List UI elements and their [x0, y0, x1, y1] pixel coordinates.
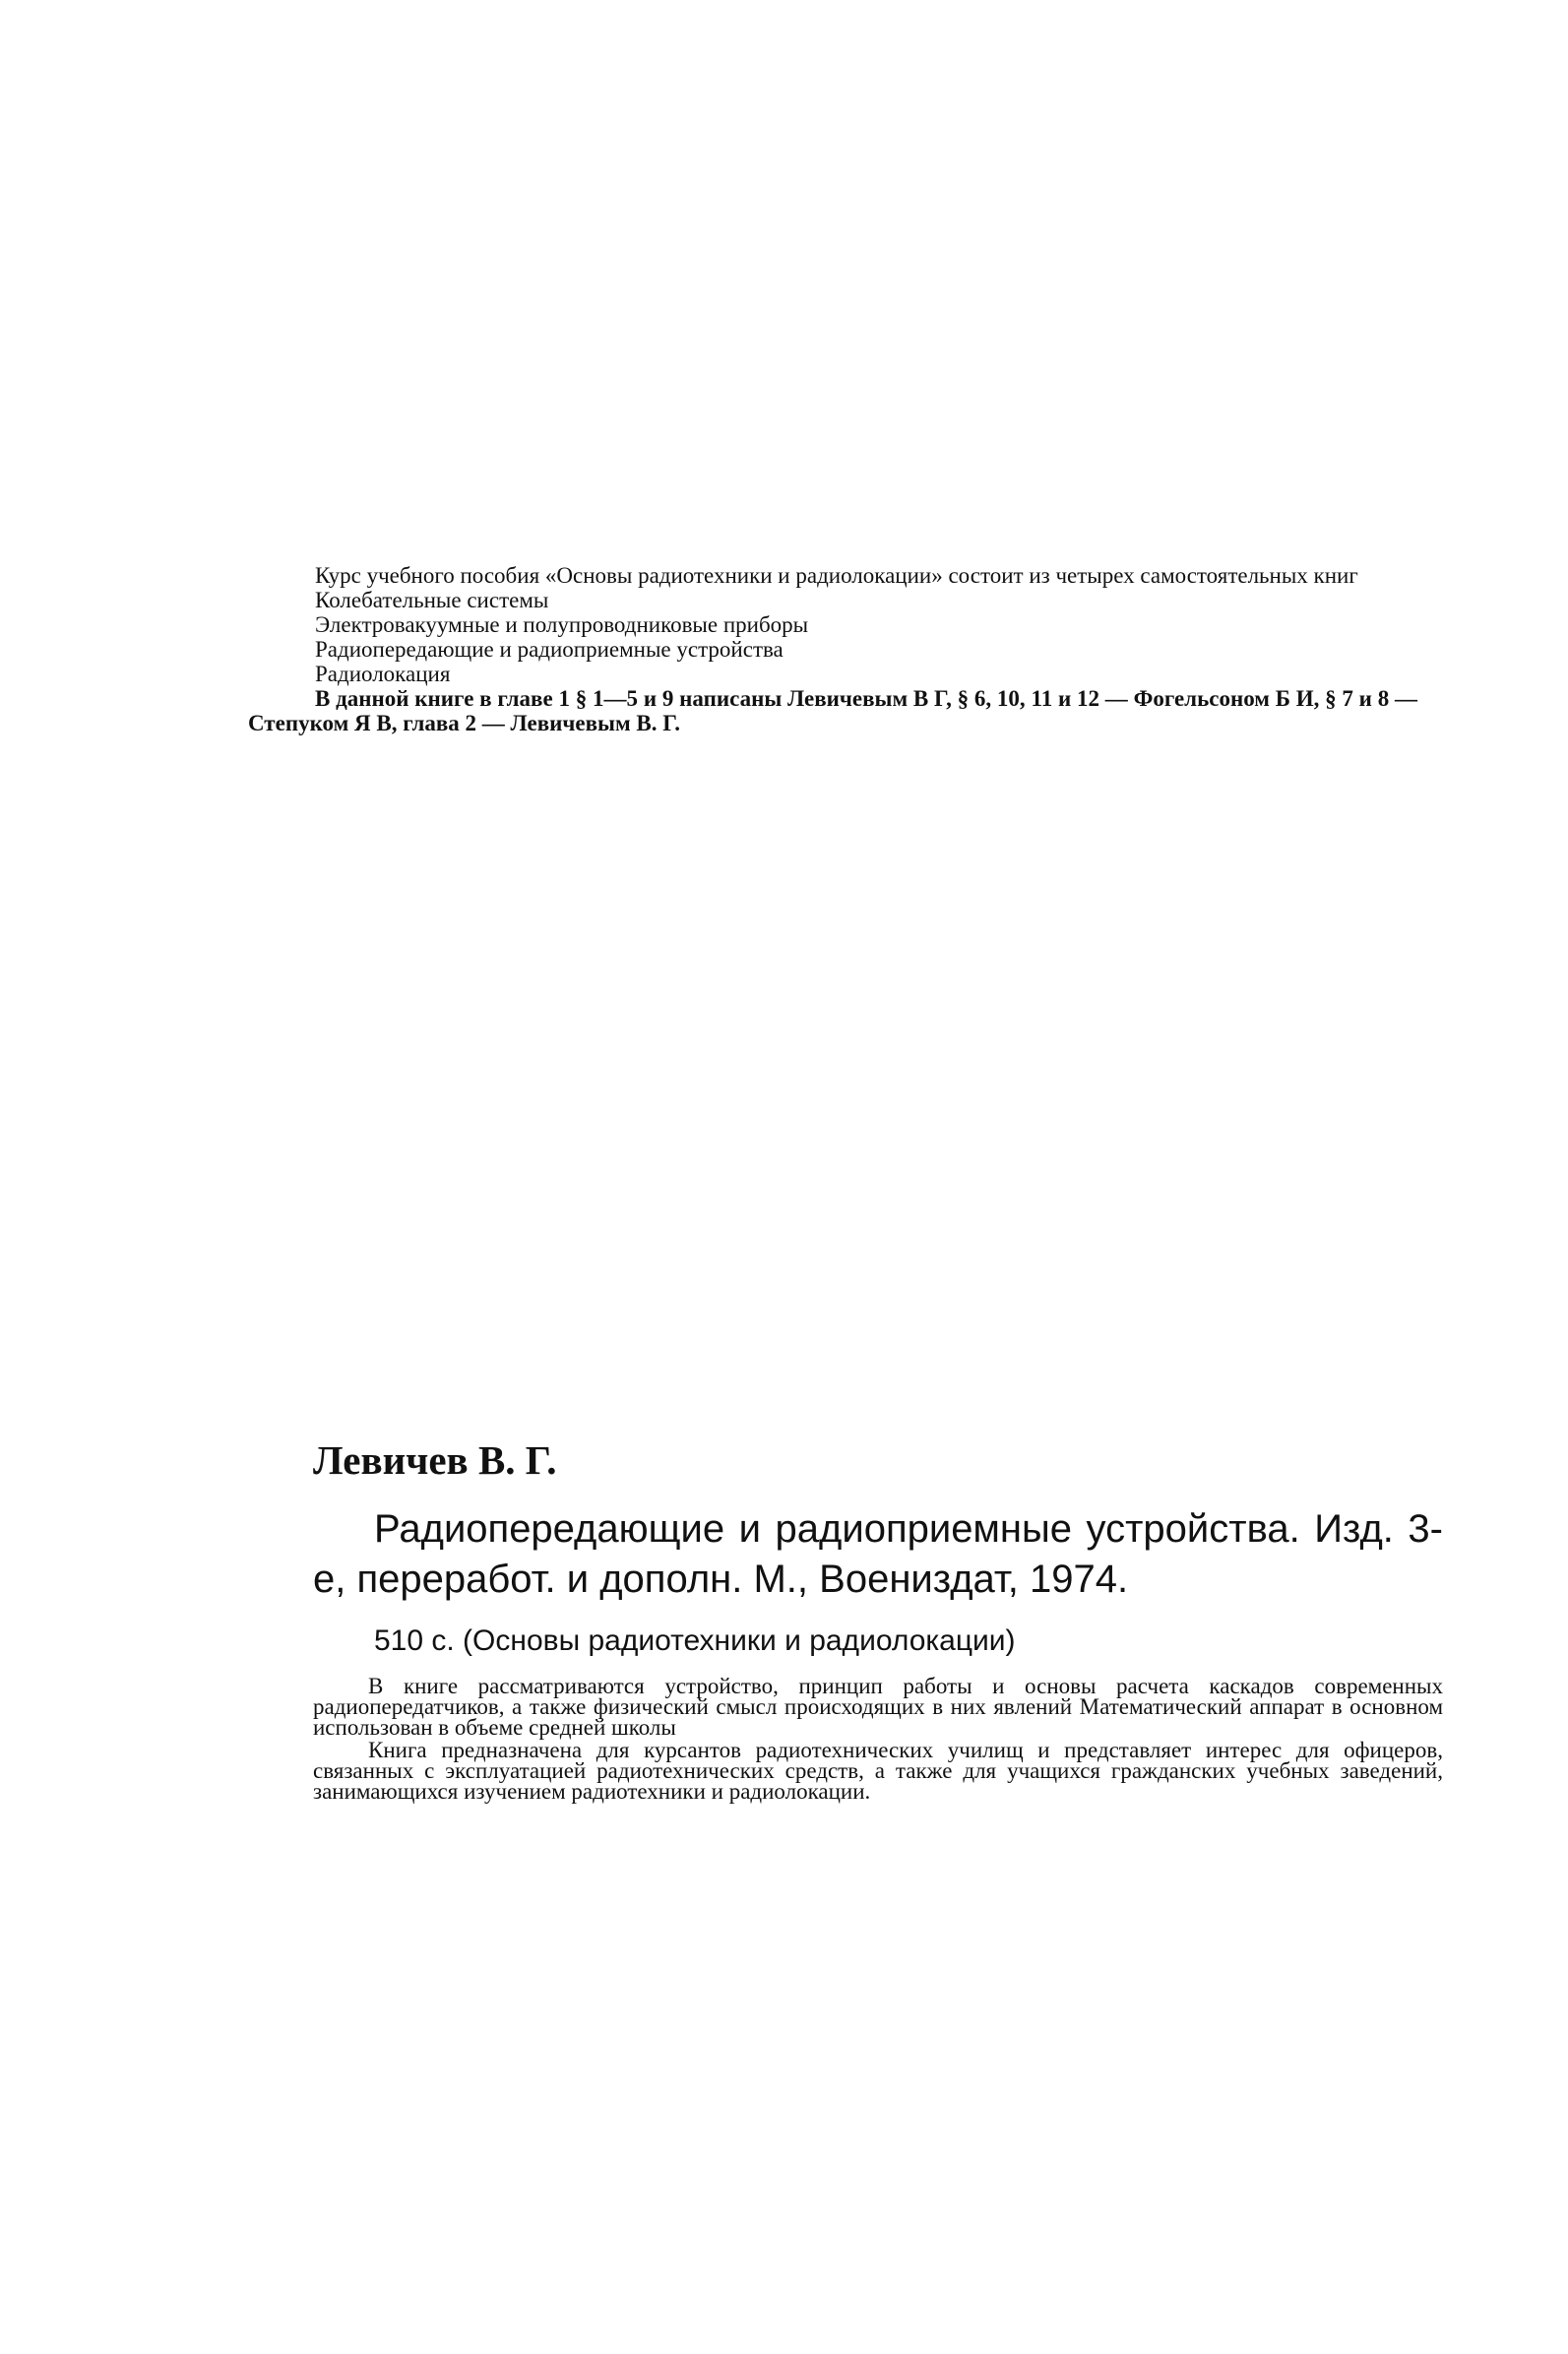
catalog-card [313, 1435, 1443, 1802]
series-book-item: Радиолокация [315, 662, 451, 686]
series-note [248, 563, 1417, 735]
card-title: Радиопередающие и радиоприемные устройства. Изд. 3-е, переработ. и дополн. М., Воениздат, 1974. [313, 1507, 1443, 1601]
authorship-credits: В данной книге в главе 1 § 1—5 и 9 написаны Левичевым В Г, § 6, 10, 11 и 12 — Фогельсоном Б И, § 7 и 8 — Степуком Я В, глава 2 — Левичевым В. Г. [248, 686, 1417, 735]
card-author: Левичев В. Г. [313, 1437, 557, 1483]
series-book-item: Радиопередающие и радиоприемные устройства [315, 637, 784, 662]
series-book-item: Колебательные системы [315, 588, 549, 612]
card-audience: Книга предназначена для курсантов радиотехнических училищ и представляет интерес для офицеров, связанных с эксплуатацией радиотехнических средств, а также для учащихся гражданских учебных заведений, занимающихся изучением радиотехники и радиолокации. [313, 1738, 1443, 1804]
series-intro: Курс учебного пособия «Основы радиотехники и радиолокации» состоит из четырех самостоятельных книг [315, 563, 1358, 588]
series-book-item: Электровакуумные и полупроводниковые приборы [315, 612, 809, 637]
card-abstract: В книге рассматриваются устройство, принцип работы и основы расчета каскадов современных радиопередатчиков, а также физический смысл происходящих в них явлений Математический аппарат в основном использован в объеме средней школы [313, 1674, 1443, 1740]
card-pages: 510 с. (Основы радиотехники и радиолокации) [374, 1624, 1016, 1657]
